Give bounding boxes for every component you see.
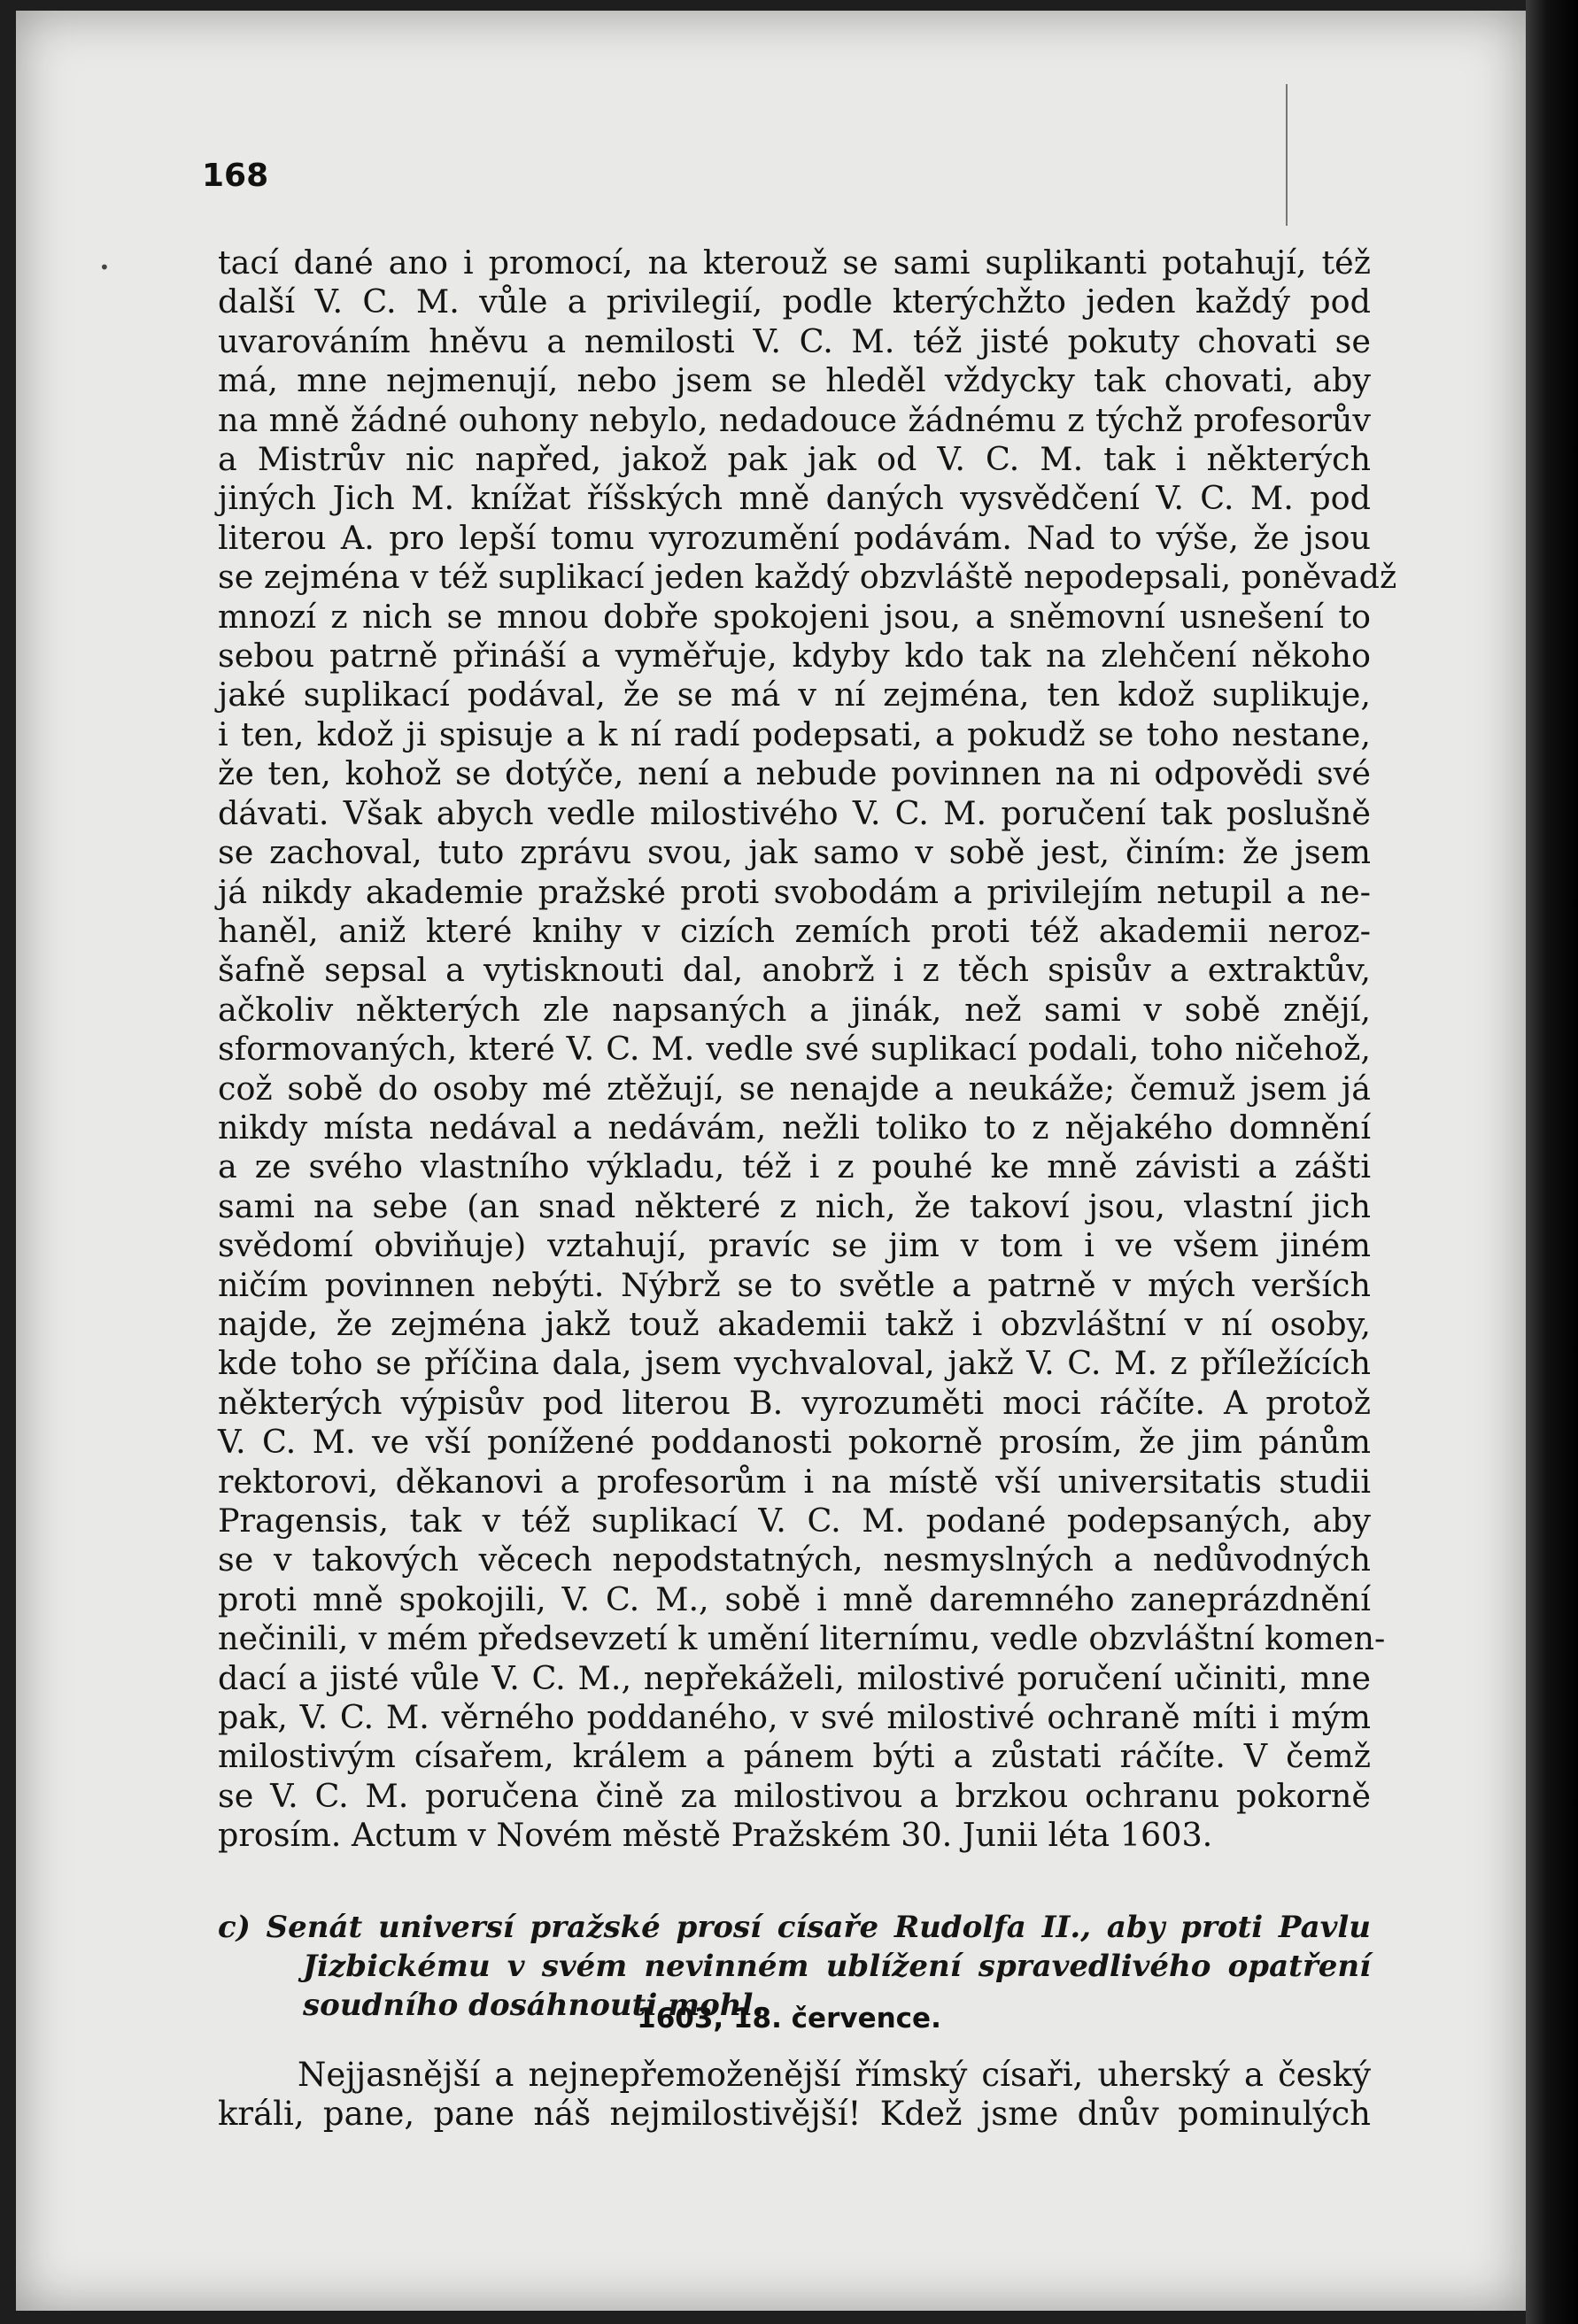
text-line: i ten, kdož ji spisuje a k ní radí podepsati, a pokudž se toho nestane, xyxy=(218,714,1371,753)
text-line: najde, že zejména jakž touž akademii takž i obzvláštní v ní osoby, xyxy=(218,1304,1371,1343)
text-line: další V. C. M. vůle a privilegií, podle kterýchžto jeden každý pod xyxy=(218,282,1371,321)
text-line: sebou patrně přináší a vyměřuje, kdyby kdo tak na zlehčení někoho xyxy=(218,637,1371,676)
text-line: což sobě do osoby mé ztěžují, se nenajde a neukáže; čemuž jsem já xyxy=(218,1069,1371,1108)
text-line: jaké suplikací podával, že se má v ní zejména, ten kdož suplikuje, xyxy=(218,676,1371,714)
text-line: rektorovi, děkanovi a profesorům i na místě vší universitatis studii xyxy=(218,1462,1371,1501)
text-line: sformovaných, které V. C. M. vedle své suplikací podali, toho ničehož, xyxy=(218,1030,1371,1069)
text-line: dací a jisté vůle V. C. M., nepřekáželi, milostivé poručení učiniti, mne xyxy=(218,1658,1371,1697)
text-line: Pragensis, tak v též suplikací V. C. M. podané podepsaných, aby xyxy=(218,1502,1371,1540)
text-line: kde toho se příčina dala, jsem vychvaloval, jakž V. C. M. z příležících xyxy=(218,1344,1371,1383)
margin-dot: • xyxy=(99,257,110,278)
text-line: a ze svého vlastního výkladu, též i z pouhé ke mně závisti a zášti xyxy=(218,1147,1371,1186)
text-line: haněl, aniž které knihy v cizích zemích proti též akademii neroz- xyxy=(218,911,1371,950)
margin-scratch xyxy=(1286,84,1288,226)
text-line: nikdy místa nedával a nedávám, nežli toliko to z nějakého domnění xyxy=(218,1108,1371,1147)
text-line: některých výpisův pod literou B. vyrozuměti moci ráčíte. A protož xyxy=(218,1383,1371,1422)
text-line: uvarováním hněvu a nemilosti V. C. M. též jisté pokuty chovati se xyxy=(218,321,1371,360)
text-line: se V. C. M. poručena čině za milostivou a brzkou ochranu pokorně xyxy=(218,1776,1371,1815)
text-line: dávati. Však abych vedle milostivého V. C. M. poručení tak poslušně xyxy=(218,793,1371,832)
text-line: se v takových věcech nepodstatných, nesmyslných a nedůvodných xyxy=(218,1540,1371,1579)
text-line: šafně sepsal a vytisknouti dal, anobrž i z těch spisův a extraktův, xyxy=(218,951,1371,990)
text-line: se zejména v též suplikací jeden každý obzvláště nepodepsali, poněvadž xyxy=(218,558,1397,597)
text-line: sami na sebe (an snad některé z nich, že takoví jsou, vlastní jich xyxy=(218,1186,1371,1225)
text-line: pak, V. C. M. věrného poddaného, v své milostivé ochraně míti i mým xyxy=(218,1698,1371,1737)
text-line: proti mně spokojili, V. C. M., sobě i mně daremného zaneprázdnění xyxy=(218,1579,1371,1618)
text-line: má, mne nejmenují, nebo jsem se hleděl vždycky tak chovati, aby xyxy=(218,361,1371,400)
page-number: 168 xyxy=(202,158,269,194)
text-line: ačkoliv některých zle napsaných a jinák, než sami v sobě znějí, xyxy=(218,990,1371,1029)
salutation-line: Nejjasnější a nejnepřemoženější římský císaři, uherský a český xyxy=(298,2056,1371,2094)
text-line: svědomí obviňuje) vztahují, pravíc se jim v tom i ve všem jiném xyxy=(218,1226,1371,1265)
text-line: nečinili, v mém předsevzetí k umění liternímu, vedle obzvláštní komen- xyxy=(218,1619,1386,1658)
book-edge-shadow xyxy=(1526,0,1578,2324)
text-line: mnozí z nich se mnou dobře spokojeni jsou, a sněmovní usnešení to xyxy=(218,597,1371,636)
text-line: a Mistrův nic napřed, jakož pak jak od V. C. M. tak i některých xyxy=(218,440,1371,479)
text-line: že ten, kohož se dotýče, není a nebude povinnen na ni odpovědi své xyxy=(218,754,1371,793)
text-line: se zachoval, tuto zprávu svou, jak samo v sobě jest, činím: že jsem xyxy=(218,833,1371,872)
heading-line: c) Senát universí pražské prosí císaře Rudolfa II., aby proti Pavlu xyxy=(218,1910,1371,1945)
letter-body xyxy=(218,243,1397,1856)
date-line: 1603, 18. července. xyxy=(637,2003,941,2034)
text-line: milostivým císařem, králem a pánem býti a zůstati ráčíte. V čemž xyxy=(218,1737,1371,1776)
text-line: V. C. M. ve vší ponížené poddanosti pokorně prosím, že jim pánům xyxy=(218,1423,1371,1462)
heading-line: Jizbickému v svém nevinném ublížení spravedlivého opatření xyxy=(303,1949,1371,1984)
salutation xyxy=(218,2056,1371,2135)
heading-line: soudního dosáhnouti mohl. xyxy=(303,1988,764,2023)
text-line: tací dané ano i promocí, na kterouž se sami suplikanti potahují, též xyxy=(218,243,1371,282)
text-line: literou A. pro lepší tomu vyrozumění podávám. Nad to výše, že jsou xyxy=(218,518,1371,557)
text-line: ničím povinnen nebýti. Nýbrž se to světle a patrně v mých verších xyxy=(218,1265,1371,1304)
text-line: jiných Jich M. knížat říšských mně daných vysvědčení V. C. M. pod xyxy=(218,479,1371,518)
salutation-line: králi, pane, pane náš nejmilostivější! Kdež jsme dnův pominulých xyxy=(218,2095,1371,2134)
text-line: prosím. Actum v Novém městě Pražském 30. Junii léta 1603. xyxy=(218,1816,1213,1855)
text-line: na mně žádné ouhony nebylo, nedadouce žádnému z týchž profesorův xyxy=(218,400,1371,439)
text-line: já nikdy akademie pražské proti svobodám a privilejím netupil a ne- xyxy=(218,872,1371,911)
